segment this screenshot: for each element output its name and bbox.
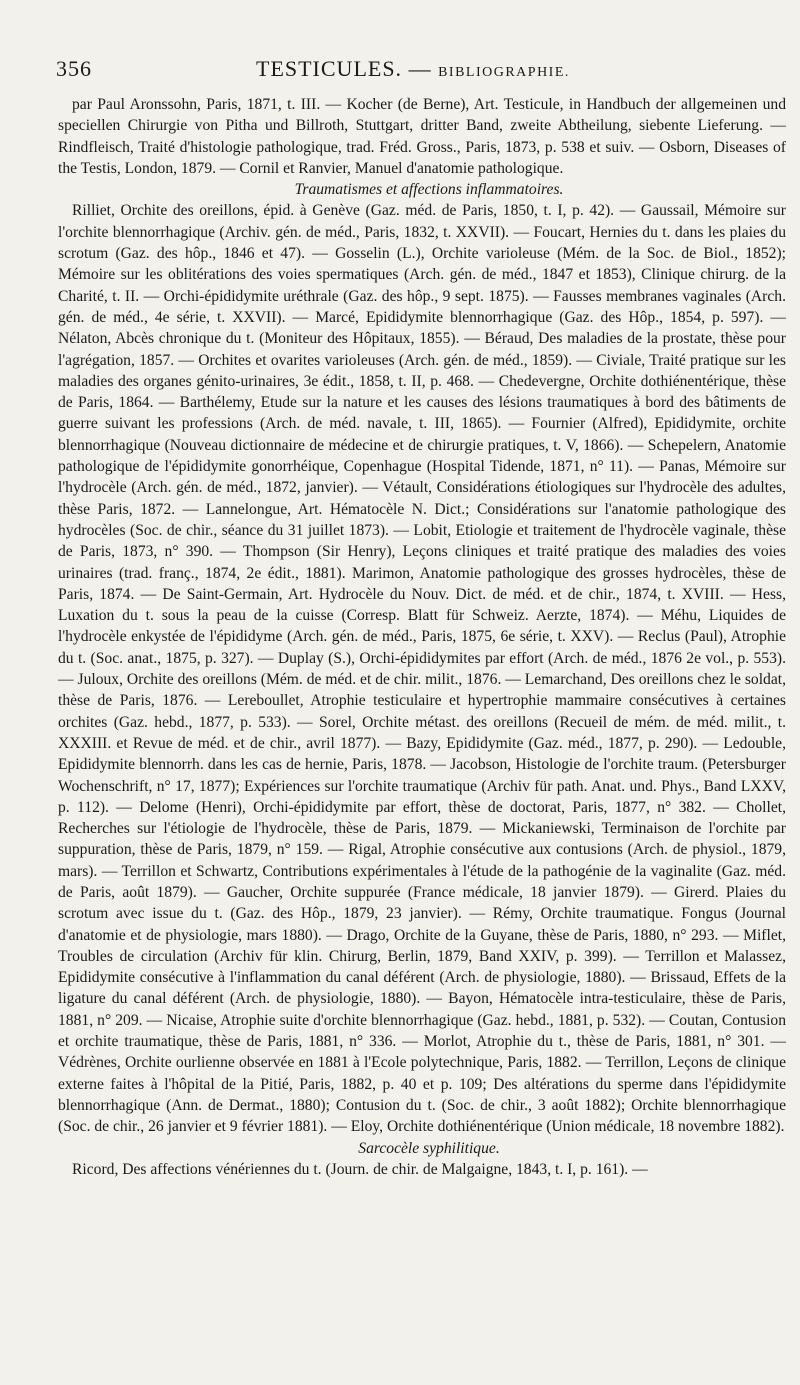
running-head-title: TESTICULES. bbox=[256, 56, 403, 81]
page-number: 356 bbox=[56, 56, 92, 81]
running-head-dash: — bbox=[402, 56, 439, 81]
bibliography-body bbox=[58, 94, 786, 1180]
section-heading: Sarcocèle syphilitique. bbox=[358, 1139, 500, 1157]
bibliography-paragraph: Rilliet, Orchite des oreillons, épid. à Genève (Gaz. méd. de Paris, 1850, t. I, p. 42). — Gaussail, Mémoire sur l'orchite blennorrhagique (Archiv. gén. de méd., Paris, 1832, t. XXVII). — Foucart, Hernies du t. dans les plaies du scrotum (Gaz. des hôp., 1846 et 47). — Gosselin (L.), Orchite varioleuse (Mém. de la Soc. de Biol., 1852); Mémoire sur les oblitérations des voies spermatiques (Arch. gén. de méd., 1847 et 1853), Clinique chirurg. de la Charité, t. II. — Orchi-épididymite uréthrale (Gaz. des hôp., 9 sept. 1875). — Fausses membranes vaginales (Arch. gén. de méd., 4e série, t. XXVII). — Marcé, Epididymite blennorrhagique (Gaz. des Hôp., 1854, p. 597). — Nélaton, Abcès chronique du t. (Moniteur des Hôpitaux, 1855). — Béraud, Des maladies de la prostate, thèse pour l'agrégation, 1857. — Orchites et ovarites varioleuses (Arch. gén. de méd., 1859). — Civiale, Traité pratique sur les maladies des organes génito-urinaires, 3e édit., 1858, t. II, p. 468. — Chedevergne, Orchite dothiénentérique, thèse de Paris, 1864. — Barthélemy, Etude sur la nature et les causes des lésions traumatiques à bord des bâtiments de guerre suivant les professions (Arch. de méd. navale, t. III, 1865). — Fournier (Alfred), Epididymite, orchite blennorrhagique (Nouveau dictionnaire de médecine et de chirurgie pratiques, t. V, 1866). — Schepelern, Anatomie pathologique de l'épididymite gonorrhéique, Copenhague (Hospital Tidende, 1871, n° 11). — Panas, Mémoire sur l'hydrocèle (Arch. gén. de méd., 1872, janvier). — Vétault, Considérations étiologiques sur l'hydrocèle des adultes, thèse Paris, 1872. — Lannelongue, Art. Hématocèle N. Dict.; Considérations sur l'anatomie pathologique des hydrocèles (Soc. de chir., séance du 31 juillet 1873). — Lobit, Etiologie et traitement de l'hydrocèle vaginale, thèse de Paris, 1873, n° 390. — Thompson (Sir Henry), Leçons cliniques et traité pratique des maladies des voies urinaires (trad. franç., 1874, 2e édit., 1881). Marimon, Anatomie pathologique des grosses hydrocèles, thèse de Paris, 1874. — De Saint-Germain, Art. Hydrocèle du Nouv. Dict. de méd. et de chir., 1874, t. XVIII. — Hess, Luxation du t. sous la peau de la cuisse (Corresp. Blatt für Schweiz. Aerzte, 1874). — Méhu, Liquides de l'hydrocèle enkystée de l'épididyme (Arch. gén. de méd., Paris, 1875, 6e série, t. XXV). — Reclus (Paul), Atrophie du t. (Soc. anat., 1875, p. 327). — Duplay (S.), Orchi-épididymites par effort (Arch. de méd., 1876 2e vol., p. 553). — Juloux, Orchite des oreillons (Mém. de méd. et de chir. milit., 1876. — Lemarchand, Des oreillons chez le soldat, thèse de Paris, 1876. — Lereboullet, Atrophie testiculaire et hypertrophie mammaire consécutives à certaines orchites (Gaz. hebd., 1877, p. 533). — Sorel, Orchite métast. des oreillons (Recueil de mém. de méd. milit., t. XXXIII. et Revue de méd. et de chir., avril 1877). — Bazy, Epididymite (Gaz. méd., 1877, p. 290). — Ledouble, Epididymite blennorrh. dans les cas de hernie, Paris, 1878. — Jacobson, Histologie de l'orchite traum. (Petersburger Wochenschrift, n° 17, 1877); Expériences sur l'orchite traumatique (Archiv für path. Anat. und. Phys., Band LXXV, p. 112). — Delome (Henri), Orchi-épididymite par effort, thèse de doctorat, Paris, 1877, n° 382. — Chollet, Recherches sur l'étiologie de l'hydrocèle, thèse de Paris, 1879. — Mickaniewski, Terminaison de l'orchite par suppuration, thèse de Paris, 1879, n° 159. — Rigal, Atrophie consécutive aux contusions (Arch. de physiol., 1879, mars). — Terrillon et Schwartz, Contributions expérimentales à l'étude de la pathogénie de la vaginalite (Gaz. méd. de Paris, août 1879). — Gaucher, Orchite suppurée (France médicale, 18 janvier 1879). — Girerd. Plaies du scrotum avec issue du t. (Gaz. des Hôp., 1879, 23 janvier). — Rémy, Orchite traumatique. Fongus (Journal d'anatomie et de physiologie, mars 1880). — Drago, Orchite de la Guyane, thèse de Paris, 1880, n° 293. — Miflet, Troubles de circulation (Archiv für klin. Chirurg, Berlin, 1879, Band XXIV, p. 399). — Terrillon et Malassez, Epididymite consécutive à l'inflammation du canal déférent (Arch. de physiologie, 1880). — Brissaud, Effets de la ligature du canal déférent (Arch. de physiologie, 1880). — Bayon, Hématocèle intra-testiculaire, thèse de Paris, 1881, n° 209. — Nicaise, Atrophie suite d'orchite blennorrhagique (Gaz. hebd., 1881, p. 532). — Coutan, Contusion et orchite traumatique, thèse de Paris, 1881, n° 336. — Morlot, Atrophie du t., thèse de Paris, 1881, n° 301. — Védrènes, Orchite ourlienne observée en 1881 à l'Ecole polytechnique, Paris, 1882. — Terrillon, Leçons de clinique externe faites à l'hôpital de la Pitié, Paris, 1882, p. 40 et p. 109; Des altérations du sperme dans l'épididymite blennorrhagique (Ann. de Dermat., 1880); Contusion du t. (Soc. de chir., 3 août 1882); Orchite blennorrhagique (Soc. de chir., 26 janvier et 9 février 1881). — Eloy, Orchite dothiénentérique (Union médicale, 18 novembre 1882). bbox=[58, 202, 786, 1136]
bibliography-paragraph: par Paul Aronssohn, Paris, 1871, t. III. — Kocher (de Berne), Art. Testicule, in Handbuch der allgemeinen und speciellen Chirurgie von Pitha und Billroth, Stuttgart, dritter Band, zweite Abtheilung, siebente Lieferung. — Rindfleisch, Traité d'histologie pathologique, trad. Fréd. Gross., Paris, 1873, p. 538 et suiv. — Osborn, Diseases of the Testis, London, 1879. — Cornil et Ranvier, Manuel d'anatomie pathologique. bbox=[58, 96, 786, 177]
section-heading: Traumatismes et affections inflammatoires. bbox=[294, 181, 564, 199]
running-head bbox=[256, 56, 570, 82]
page-header bbox=[56, 52, 770, 86]
running-head-subtitle: BIBLIOGRAPHIE. bbox=[438, 65, 570, 80]
bibliography-paragraph: Ricord, Des affections vénériennes du t. (Journ. de chir. de Malgaigne, 1843, t. I, p. 161). — bbox=[72, 1160, 648, 1178]
